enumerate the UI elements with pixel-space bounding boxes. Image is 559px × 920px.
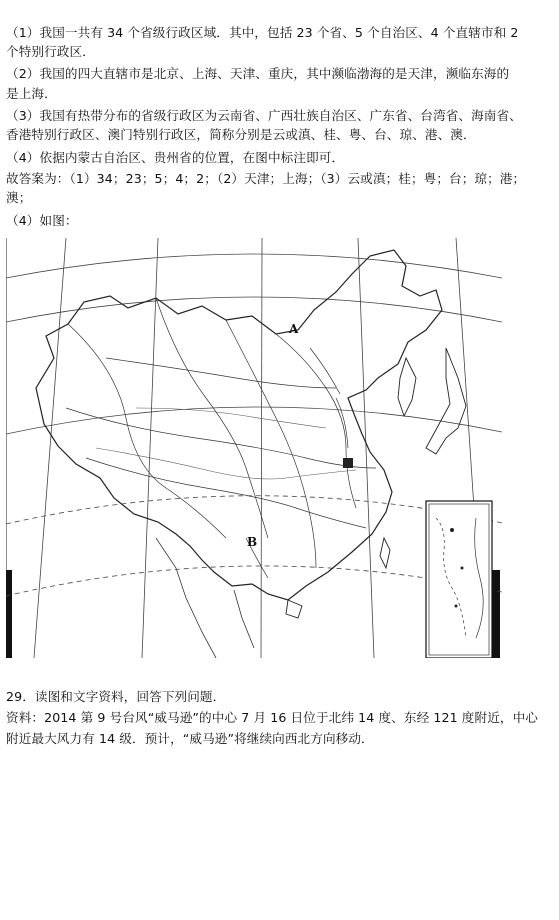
question-29-material-line-2: 附近最大风力有 14 级．预计，“威马逊”将继续向西北方向移动． (6, 731, 374, 746)
question-29-title: 29．读图和文字资料，回答下列问题． (6, 689, 226, 704)
final-answer-line-2: 澳； (6, 190, 32, 205)
question-29-material-line-1: 资料：2014 第 9 号台风“威马逊”的中心 7 月 16 日位于北纬 14 度、东经 121 度附近，中心 (6, 710, 538, 725)
q3-line-1: （3）我国有热带分布的省级行政区为云南省、广西壮族自治区、广东省、台湾省、海南省、 (6, 108, 522, 123)
q4-figure-caption: （4）如图： (6, 213, 78, 228)
map-label-a: A (289, 322, 299, 336)
q2-line-1: （2）我国的四大直辖市是北京、上海、天津、重庆，其中濒临渤海的是天津，濒临东海的 (6, 66, 510, 81)
q1-line-2: 个特别行政区． (6, 44, 95, 59)
q2-line-2: 是上海． (6, 86, 57, 101)
q3-line-2: 香港特别行政区、澳门特别行政区，简称分别是云或滇、桂、粤、台、琼、港、澳． (6, 127, 476, 142)
q4-line-1: （4）依据内蒙古自治区、贵州省的位置，在图中标注即可． (6, 150, 345, 165)
final-answer-line-1: 故答案为：（1）34；23；5；4；2；（2）天津；上海；（3）云或滇；桂；粤；台；琼；港； (6, 171, 526, 186)
map-label-b: B (247, 535, 258, 549)
china-outline-map (6, 238, 502, 658)
map-drawing (6, 238, 502, 658)
q1-line-1: （1）我国一共有 34 个省级行政区域．其中，包括 23 个省、5 个自治区、4 个直辖市和 2 (6, 25, 519, 40)
